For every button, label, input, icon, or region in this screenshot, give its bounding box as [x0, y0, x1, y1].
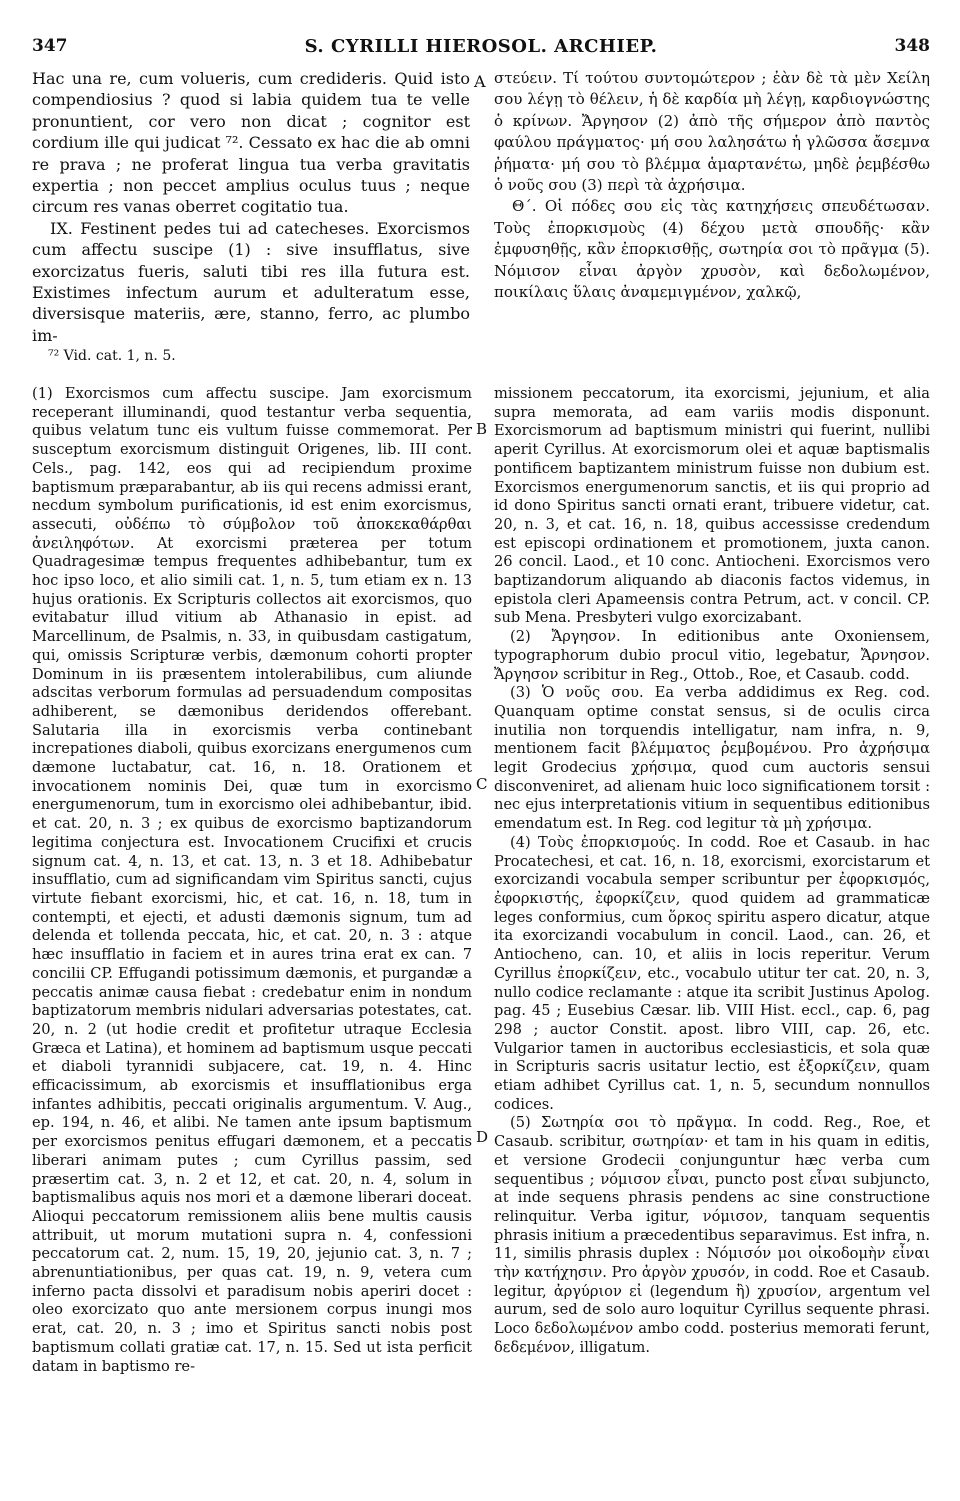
margin-letter-c: C: [476, 775, 488, 793]
note-paragraph: (1) Exorcismos cum affectu suscipe. Jam exorcismum receperant illuminandi, quod testantur verba sequentia, quibus velatum tunc eis vultum fuisse commemorat. Per susceptum exorcismum distinguit Origenes, lib. III cont. Cels., pag. 142, eos qui ad recipiendum proxime baptismum præparabantur, ab iis qui recens admissi erant, necdum symbolum purificationis, id est enim exorcismus, assecuti, οὐδέπω τὸ σύμβολον τοῦ ἀποκεκαθάρθαι ἀνειληφότων. At exorcismi præterea per totum Quadragesimæ tempus frequentes adhibebantur, tum ex hoc ipso loco, et alio simili cat. 1, n. 5, tum etiam ex n. 13 hujus orationis. Ex Scripturis collectos ait exorcismos, quo evitabatur illud vitium ab Athanasio in epist. ad Marcellinum, de Psalmis, n. 33, in quibusdam castigatum, qui, omissis Scripturæ verbis, dæmonum cohorti propter Dominum in iis præsentem intolerabilibus, cum aliunde adscitas verborum formulas ad persuadendum compositas adhiberent, se dæmonibus deridendos offerebant. Salutaria illa in exorcismis verba continebant increpationes diaboli, quibus exorcizans energumenos cum dæmone luctabatur, cat. 16, n. 18. Orationem et invocationem nominis Dei, quæ tum in exorcismo energumenorum, tum in exorcismo olei adhibebantur, ibid. et cat. 20, n. 3 ; ex quibus de exorcismo baptizandorum legitima conjectura est. Invocationem Crucifixi et crucis signum cat. 4, n. 13, et cat. 13, n. 3 et 18. Adhibebatur insufflatio, cum ad significandam vim Spiritus sancti, cujus virtute fiebant exorcismi, hic, et cat. 16, n. 18, tum in contempti, et ejecti, et adusti dæmonis signum, tum ad delenda et tollenda peccata, hic, et cat. 20, n. 3 : atque hæc insufflatio in faciem et in aures trina erat ex can. 7 concilii CP. Effugandi potissimum dæmonis, et purgandæ a peccatis animæ causa fiebat : credebatur enim in nondum baptizatorum membris nidulari adversarias potestates, cat. 20, n. 2 (ut hodie credit et profitetur utraque Ecclesia Græca et Latina), et hominem ad baptismum usque peccati et diaboli tyrannidi subjacere, cat. 19, n. 4. Hinc efficacissimum, ab exorcismis et insufflationibus erga infantes adhibitis, peccati originalis argumentum. V. Aug., ep. 194, n. 46, et alibi. Ne tamen ante ipsum baptismum per exorcismos penitus effugari dæmonem, et a peccatis liberari animam putes ; cum Cyrillus passim, sed præsertim cat. 3, n. 2 et 12, et cat. 20, n. 4, solum in baptismalibus aquis nos mori et a dæmone liberari doceat. Alioqui peccatorum remissionem aliis bene multis causis attribuit, ut morum mutationi supra n. 4, confessioni peccatorum cat. 2, num. 15, 19, 20, jejunio cat. 3, n. 7 ; abrenuntiationibus, per quas cat. 19, n. 9, vetera cum inferno pacta dissolvi et paradisum nobis aperiri docet : oleo exorcizato quo ante mersionem corpus inungi mos erat, cat. 20, n. 3 ; imo et Spiritus sancti nobis post baptismum collati gratiæ cat. 17, n. 15. Sed ut ista perficit datam in baptismo re-: [32, 385, 472, 1375]
page-title: S. CYRILLI HIEROSOL. ARCHIEP.: [304, 36, 658, 57]
greek-paragraph: Θ΄. Οἱ πόδες σου εἰς τὰς κατηχήσεις σπευδέτωσαν. Τοὺς ἐπορκισμοὺς (4) δέχου μετὰ σπουδῆς· κἂν ἐμφυσηθῇς, κἂν ἐπορκισθῇς, σωτηρία σοι τὸ πρᾶγμα (5). Νόμισον εἶναι ἀργὸν χρυσὸν, καὶ δεδολωμένον, ποικίλαις ὕλαις ἀναμεμιγμένον, χαλκῷ,: [494, 197, 930, 302]
latin-column: [32, 68, 470, 346]
margin-letter-b: B: [476, 420, 488, 438]
footnote-72: ⁷² Vid. cat. 1, n. 5.: [48, 348, 176, 364]
note-paragraph: (5) Σωτηρία σοι τὸ πρᾶγμα. In codd. Reg., Roe, et Casaub. scribitur, σωτηρίαν· et tam in his quam in editis, et versione Grodecii conjunguntur hæc verba cum sequentibus ; νόμισον εἶναι, puncto post εἶναι subjuncto, at inde sequens phrasis pendens ac sine constructione relinquitur. Verba igitur, νόμισον, tanquam sequentis phrasis initium a præcedentibus separavimus. Est infra, n. 11, similis phrasis duplex : Νόμισόν μοι οἰκοδομὴν εἶναι τὴν κατήχησιν. Pro ἀργὸν χρυσόν, in codd. Roe et Casaub. legitur, ἀργύριον εἰ (legendum ἢ) χρυσίον, argentum vel aurum, sed de solo auro loquitur Cyrillus sequente phrasi. Loco δεδολωμένον ambo codd. posterius memorati ferunt, δεδεμένον, illigatum.: [494, 1114, 930, 1356]
greek-paragraph: στεύειν. Τί τούτου συντομώτερον ; ἐὰν δὲ τὰ μὲν Χείλη σου λέγῃ τὸ θέλειν, ἡ δὲ καρδία μὴ λέγῃ, καρδιογνώστης ὁ κρίνων. Ἄργησον (2) ἀπὸ τῆς σήμερον ἀπὸ παντὸς φαύλου πράγματος· μή σου λαλησάτω ἡ γλῶσσα ἄσεμνα ῥήματα· μή σου τὸ βλέμμα ἁμαρτανέτω, μηδὲ ῥεμβέσθω ὁ νοῦς σου (3) περὶ τὰ ἀχρήσιμα.: [494, 69, 930, 195]
running-head: [32, 36, 930, 58]
note-paragraph: missionem peccatorum, ita exorcismi, jejunium, et alia supra memorata, ad eam variis modis disponunt. Exorcismorum ad baptismum ministri qui fuerint, nullibi aperit Cyrillus. At exorcismorum olei et aquæ baptismalis pontificem baptizantem ministrum fuisse non dubium est. Exorcismos energumenorum sanctis, et iis qui proprio ad id dono Spiritus sancti ornati erant, tribuere videtur, cat. 20, n. 3, et cat. 16, n. 18, quibus accessisse credendum est episcopi ordinationem et promotionem, juxta canon. 26 concil. Laod., et 10 conc. Antiocheni. Exorcismos vero baptizandorum aliquando ab diaconis factos videmus, in epistola cleri Apameensis contra Petrum, act. v concil. CP. sub Mena. Presbyteri vulgo exorcizabant.: [494, 385, 930, 627]
greek-column: [494, 68, 930, 303]
note-paragraph: (4) Τοὺς ἐπορκισμούς. In codd. Roe et Casaub. in hac Procatechesi, et cat. 16, n. 18, exorcismi, exorcistarum et exorcizandi vocabula semper scribuntur per ἐφορκισμός, ἐφορκιστής, ἐφορκίζειν, quod quidem ad grammaticæ leges conformius, cum ὅρκος spiritu aspero dicatur, atque ita exorcizandi vocabulum in concil. Laod., can. 26, et Antiocheno, can. 10, et aliis in locis reperitur. Verum Cyrillus ἐπορκίζειν, etc., vocabulo utitur ter cat. 20, n. 3, nullo codice reclamante : atque ita scribit Justinus Apolog. pag. 45 ; Eusebius Cæsar. lib. VIII Hist. eccl., cap. 6, pag 298 ; auctor Constit. apost. libro VIII, cap. 26, etc. Vulgarior tamen in auctoribus ecclesiasticis, et sola quæ in Scripturis sacris usitatur lectio, est ἐξορκίζειν, quam etiam adhibet Cyrillus cat. 1, n. 5, secundum nonnullos codices.: [494, 833, 930, 1113]
page-number-left: 347: [32, 36, 68, 56]
latin-paragraph: IX. Festinent pedes tui ad catecheses. Exorcismos cum affectu suscipe (1) : sive insufflatus, sive exorcizatus fueris, saluti tibi res illa futura est. Existimes infectum aurum et adulteratum esse, diversisque materiis, ære, stanno, ferro, ac plumbo im-: [32, 218, 470, 345]
margin-letter-d: D: [476, 1128, 489, 1146]
latin-paragraph: Hac una re, cum volueris, cum credideris. Quid isto compendiosius ? quod si labia quidem tua te velle pronuntient, cor vero non dicat ; cognitor est cordium ille qui judicat ⁷². Cessato ex hac die ab omni re prava ; ne proferat lingua tua verba gravitatis expertia ; non peccet amplius oculus tuus ; neque circum res vanas oberret cogitatio tua.: [32, 69, 470, 217]
notes-column-left: [32, 385, 472, 1376]
margin-letter-a: A: [474, 72, 486, 91]
notes-column-right: [494, 385, 930, 1358]
page-number-right: 348: [894, 36, 930, 56]
note-paragraph: (2) Ἄργησον. In editionibus ante Oxoniensem, typographorum dubio procul vitio, legebatur, Ἄρνησον. Ἄργησον scribitur in Reg., Ottob., Roe, et Casaub. codd.: [494, 628, 930, 683]
note-paragraph: (3) Ὁ νοῦς σου. Ea verba addidimus ex Reg. cod. Quanquam optime constat sensus, si de oculis circa inutilia non torquendis intelligatur, nam infra, n. 9, mentionem facit βλέμματος ῥεμβομένου. Pro ἀχρήσιμα legit Grodecius χρήσιμα, quod cum auctoris sensui disconveniret, ad alienam huic loco significationem torsit : nec ejus interpretationis vitium in sequentibus editionibus emendatum est. In Reg. cod legitur τὰ μὴ χρήσιμα.: [494, 684, 930, 833]
